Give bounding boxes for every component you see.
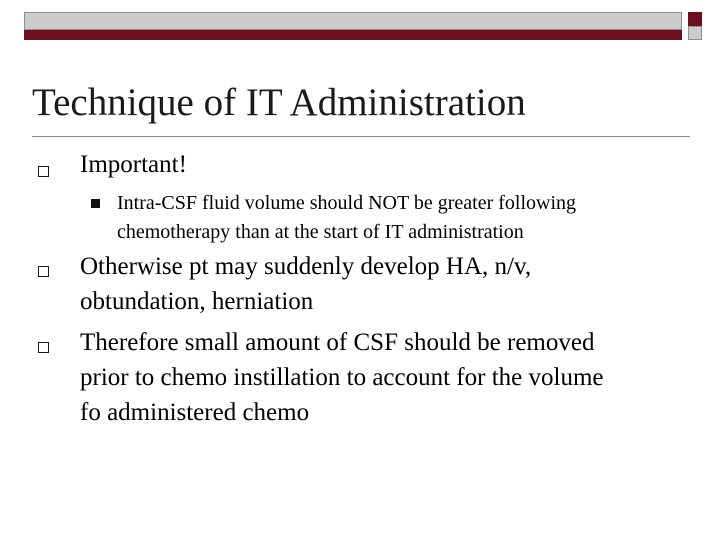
corner-square-maroon (688, 12, 702, 26)
filled-square-bullet-icon (91, 199, 100, 208)
header-band-gray (24, 12, 682, 30)
bullet-text-line-2: obtundation, herniation (80, 288, 314, 315)
title-underline (32, 136, 690, 137)
header-band-maroon (24, 30, 682, 40)
bullet-text-line-1: Otherwise pt may suddenly develop HA, n/v, (80, 253, 532, 280)
sub-bullet-text-line-1: Intra-CSF fluid volume should NOT be greater following (117, 192, 577, 214)
bullet-text-line-1: Therefore small amount of CSF should be removed (80, 329, 595, 356)
hollow-square-bullet-icon (38, 342, 49, 353)
bullet-text-line-3: fo administered chemo (80, 399, 310, 426)
corner-square-gray (688, 26, 702, 40)
hollow-square-bullet-icon (38, 166, 49, 177)
slide-title: Technique of IT Administration (32, 81, 526, 124)
hollow-square-bullet-icon (38, 266, 49, 277)
bullet-text: Important! (80, 151, 187, 178)
bullet-text-line-2: prior to chemo instillation to account for the volume (80, 364, 604, 391)
sub-bullet-text-line-2: chemotherapy than at the start of IT administration (117, 221, 524, 243)
